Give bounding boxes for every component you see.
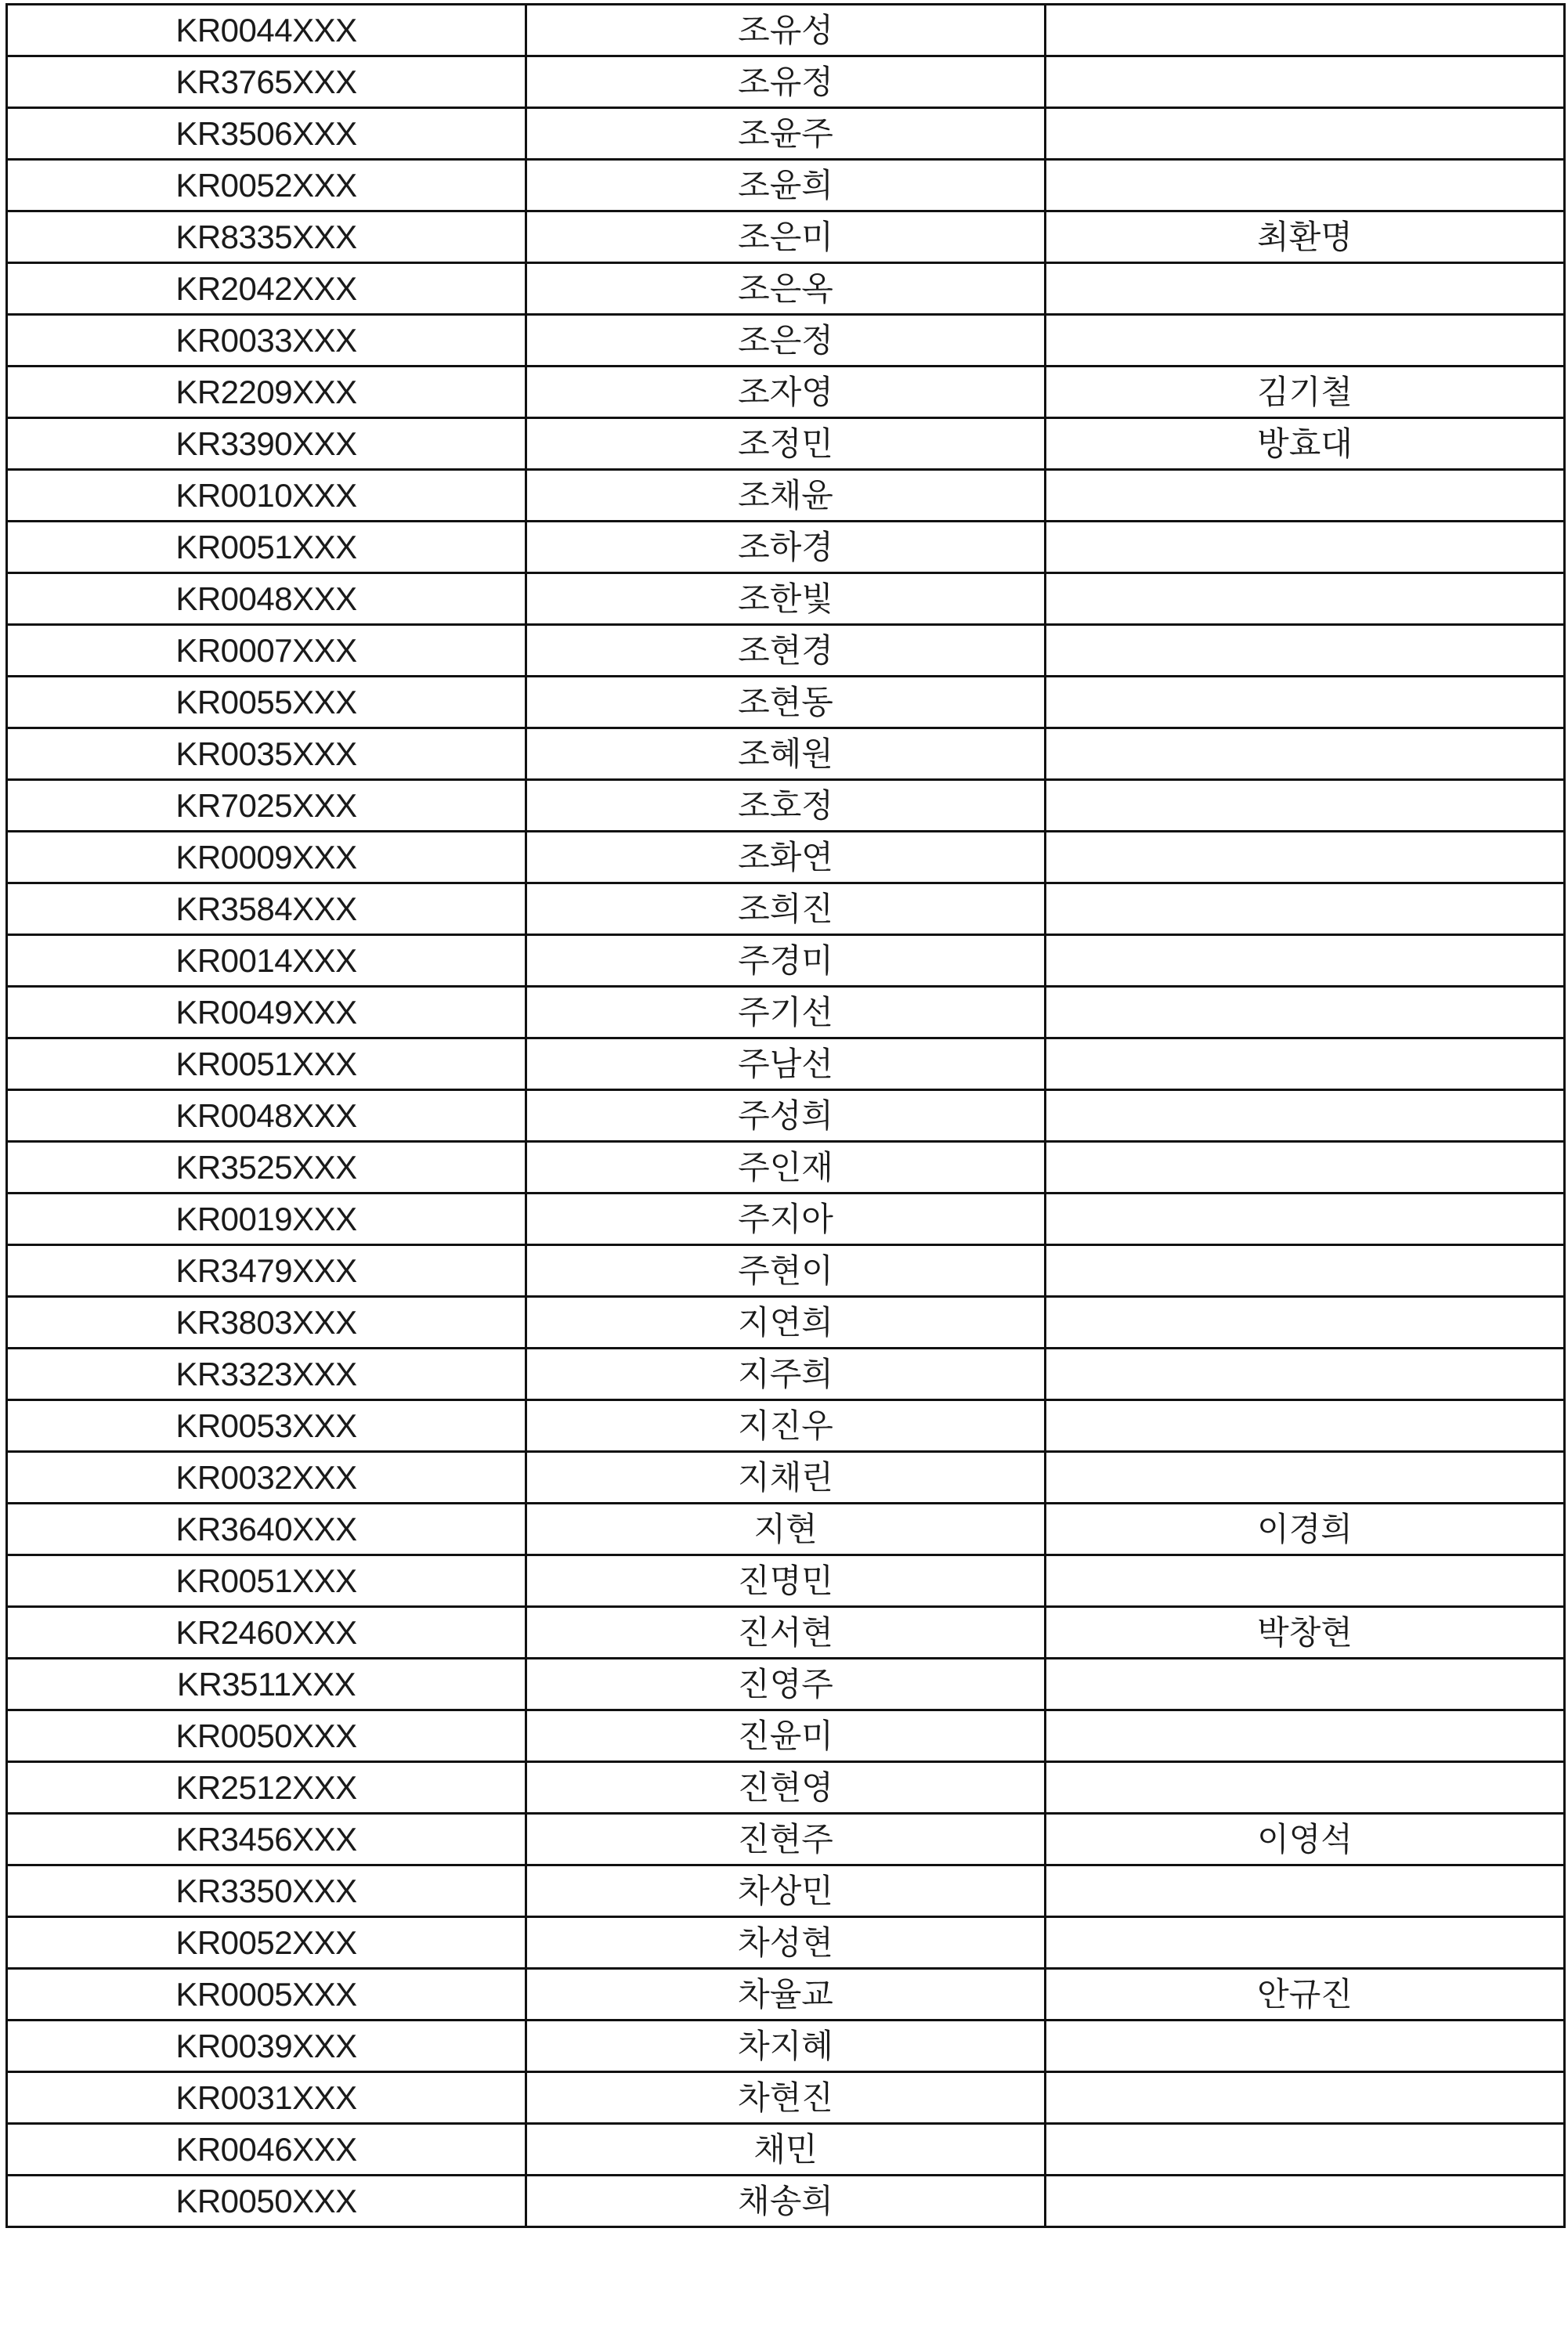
member-name-cell: 조하경: [526, 522, 1046, 573]
member-id-cell: KR0052XXX: [7, 160, 526, 211]
member-id-cell: KR3479XXX: [7, 1245, 526, 1297]
table-row: [7, 2176, 1565, 2227]
table-row: [7, 1607, 1565, 1659]
member-name-cell: 조은옥: [526, 263, 1046, 315]
note-name-cell: [1046, 522, 1565, 573]
member-id-cell: KR0007XXX: [7, 625, 526, 677]
member-id-cell: KR0051XXX: [7, 522, 526, 573]
table-row: [7, 2021, 1565, 2072]
table-row: [7, 728, 1565, 780]
member-name-cell: 조희진: [526, 883, 1046, 935]
member-id-cell: KR0044XXX: [7, 5, 526, 56]
member-name-cell: 차지혜: [526, 2021, 1046, 2072]
table-row: [7, 625, 1565, 677]
member-id-cell: KR0032XXX: [7, 1452, 526, 1504]
note-name-cell: [1046, 5, 1565, 56]
member-name-cell: 차율교: [526, 1969, 1046, 2021]
note-name-cell: [1046, 1762, 1565, 1814]
note-name-cell: [1046, 1865, 1565, 1917]
member-id-cell: KR0014XXX: [7, 935, 526, 987]
table-row: [7, 677, 1565, 728]
note-name-cell: [1046, 263, 1565, 315]
note-name-cell: [1046, 56, 1565, 108]
table-row: [7, 1762, 1565, 1814]
member-name-cell: 주남선: [526, 1038, 1046, 1090]
member-id-cell: KR2042XXX: [7, 263, 526, 315]
member-name-cell: 지연희: [526, 1297, 1046, 1349]
table-row: [7, 1969, 1565, 2021]
note-name-cell: [1046, 1349, 1565, 1400]
note-name-cell: 최환명: [1046, 211, 1565, 263]
table-row: [7, 56, 1565, 108]
note-name-cell: [1046, 832, 1565, 883]
table-row: [7, 1142, 1565, 1194]
member-name-cell: 진명민: [526, 1555, 1046, 1607]
note-name-cell: [1046, 2072, 1565, 2124]
member-name-cell: 지진우: [526, 1400, 1046, 1452]
member-id-cell: KR0035XXX: [7, 728, 526, 780]
note-name-cell: [1046, 1245, 1565, 1297]
note-name-cell: [1046, 160, 1565, 211]
note-name-cell: [1046, 935, 1565, 987]
member-name-cell: 진윤미: [526, 1710, 1046, 1762]
member-name-cell: 차현진: [526, 2072, 1046, 2124]
note-name-cell: 이경희: [1046, 1504, 1565, 1555]
table-row: [7, 263, 1565, 315]
table-row: [7, 1865, 1565, 1917]
note-name-cell: [1046, 1142, 1565, 1194]
table-row: [7, 1194, 1565, 1245]
member-id-cell: KR0031XXX: [7, 2072, 526, 2124]
member-name-cell: 조혜원: [526, 728, 1046, 780]
table-row: [7, 987, 1565, 1038]
note-name-cell: [1046, 108, 1565, 160]
member-name-cell: 조현동: [526, 677, 1046, 728]
table-row: [7, 1245, 1565, 1297]
note-name-cell: 김기철: [1046, 367, 1565, 418]
member-id-cell: KR0033XXX: [7, 315, 526, 367]
note-name-cell: [1046, 728, 1565, 780]
member-name-cell: 조유정: [526, 56, 1046, 108]
note-name-cell: [1046, 1659, 1565, 1710]
note-name-cell: [1046, 2176, 1565, 2227]
note-name-cell: [1046, 1038, 1565, 1090]
table-row: [7, 1917, 1565, 1969]
note-name-cell: [1046, 677, 1565, 728]
member-id-cell: KR0048XXX: [7, 1090, 526, 1142]
table-row: [7, 883, 1565, 935]
member-id-cell: KR3525XXX: [7, 1142, 526, 1194]
member-id-cell: KR2512XXX: [7, 1762, 526, 1814]
table-row: [7, 211, 1565, 263]
note-name-cell: [1046, 2021, 1565, 2072]
member-id-cell: KR0005XXX: [7, 1969, 526, 2021]
table-row: [7, 160, 1565, 211]
note-name-cell: [1046, 1297, 1565, 1349]
member-name-cell: 조윤주: [526, 108, 1046, 160]
member-id-cell: KR0052XXX: [7, 1917, 526, 1969]
member-name-cell: 조윤희: [526, 160, 1046, 211]
member-name-cell: 지주희: [526, 1349, 1046, 1400]
table-row: [7, 780, 1565, 832]
member-name-cell: 주지아: [526, 1194, 1046, 1245]
note-name-cell: [1046, 1452, 1565, 1504]
member-id-cell: KR8335XXX: [7, 211, 526, 263]
member-id-cell: KR3350XXX: [7, 1865, 526, 1917]
table-row: [7, 935, 1565, 987]
table-row: [7, 1710, 1565, 1762]
note-name-cell: [1046, 883, 1565, 935]
member-id-cell: KR3640XXX: [7, 1504, 526, 1555]
member-name-cell: 채민: [526, 2124, 1046, 2176]
member-id-cell: KR3765XXX: [7, 56, 526, 108]
table-row: [7, 1555, 1565, 1607]
table-row: [7, 5, 1565, 56]
member-name-cell: 조채윤: [526, 470, 1046, 522]
table-row: [7, 367, 1565, 418]
note-name-cell: [1046, 470, 1565, 522]
member-id-cell: KR0051XXX: [7, 1038, 526, 1090]
member-id-cell: KR0051XXX: [7, 1555, 526, 1607]
table-row: [7, 832, 1565, 883]
member-id-cell: KR0010XXX: [7, 470, 526, 522]
roster-sheet: [5, 3, 1563, 2228]
member-id-cell: KR3506XXX: [7, 108, 526, 160]
member-name-cell: 조유성: [526, 5, 1046, 56]
member-id-cell: KR2460XXX: [7, 1607, 526, 1659]
note-name-cell: 박창현: [1046, 1607, 1565, 1659]
table-row: [7, 108, 1565, 160]
member-id-cell: KR0048XXX: [7, 573, 526, 625]
member-name-cell: 조자영: [526, 367, 1046, 418]
member-name-cell: 지현: [526, 1504, 1046, 1555]
table-row: [7, 1400, 1565, 1452]
note-name-cell: [1046, 1194, 1565, 1245]
member-id-cell: KR3323XXX: [7, 1349, 526, 1400]
member-name-cell: 주성희: [526, 1090, 1046, 1142]
table-row: [7, 1452, 1565, 1504]
member-id-cell: KR3584XXX: [7, 883, 526, 935]
member-name-cell: 조현경: [526, 625, 1046, 677]
table-row: [7, 1349, 1565, 1400]
table-row: [7, 2124, 1565, 2176]
note-name-cell: [1046, 1090, 1565, 1142]
member-id-cell: KR3803XXX: [7, 1297, 526, 1349]
table-row: [7, 2072, 1565, 2124]
member-name-cell: 진영주: [526, 1659, 1046, 1710]
member-name-cell: 조은정: [526, 315, 1046, 367]
member-id-cell: KR3511XXX: [7, 1659, 526, 1710]
member-name-cell: 진현주: [526, 1814, 1046, 1865]
member-name-cell: 채송희: [526, 2176, 1046, 2227]
table-row: [7, 1297, 1565, 1349]
member-name-cell: 차성현: [526, 1917, 1046, 1969]
table-row: [7, 315, 1565, 367]
note-name-cell: [1046, 987, 1565, 1038]
note-name-cell: [1046, 780, 1565, 832]
member-id-cell: KR3390XXX: [7, 418, 526, 470]
note-name-cell: 이영석: [1046, 1814, 1565, 1865]
note-name-cell: [1046, 573, 1565, 625]
note-name-cell: [1046, 1555, 1565, 1607]
note-name-cell: 방효대: [1046, 418, 1565, 470]
table-row: [7, 522, 1565, 573]
member-name-cell: 지채린: [526, 1452, 1046, 1504]
member-id-cell: KR7025XXX: [7, 780, 526, 832]
table-row: [7, 1038, 1565, 1090]
note-name-cell: [1046, 1917, 1565, 1969]
member-name-cell: 조호정: [526, 780, 1046, 832]
member-id-cell: KR0050XXX: [7, 1710, 526, 1762]
member-id-cell: KR0009XXX: [7, 832, 526, 883]
member-name-cell: 차상민: [526, 1865, 1046, 1917]
table-row: [7, 470, 1565, 522]
member-id-cell: KR0039XXX: [7, 2021, 526, 2072]
member-name-cell: 주경미: [526, 935, 1046, 987]
member-name-cell: 조화연: [526, 832, 1046, 883]
member-id-cell: KR0046XXX: [7, 2124, 526, 2176]
table-row: [7, 573, 1565, 625]
member-name-cell: 주현이: [526, 1245, 1046, 1297]
member-id-cell: KR0049XXX: [7, 987, 526, 1038]
note-name-cell: [1046, 1400, 1565, 1452]
member-id-cell: KR0053XXX: [7, 1400, 526, 1452]
member-name-cell: 주기선: [526, 987, 1046, 1038]
member-name-cell: 조한빛: [526, 573, 1046, 625]
table-row: [7, 418, 1565, 470]
member-name-cell: 진서현: [526, 1607, 1046, 1659]
table-row: [7, 1659, 1565, 1710]
member-id-cell: KR0055XXX: [7, 677, 526, 728]
member-id-cell: KR3456XXX: [7, 1814, 526, 1865]
member-name-cell: 조은미: [526, 211, 1046, 263]
note-name-cell: [1046, 625, 1565, 677]
note-name-cell: [1046, 315, 1565, 367]
table-row: [7, 1090, 1565, 1142]
note-name-cell: [1046, 1710, 1565, 1762]
member-id-cell: KR0019XXX: [7, 1194, 526, 1245]
table-row: [7, 1814, 1565, 1865]
note-name-cell: 안규진: [1046, 1969, 1565, 2021]
note-name-cell: [1046, 2124, 1565, 2176]
member-id-cell: KR0050XXX: [7, 2176, 526, 2227]
member-id-cell: KR2209XXX: [7, 367, 526, 418]
member-name-cell: 진현영: [526, 1762, 1046, 1814]
table-row: [7, 1504, 1565, 1555]
roster-table-body: [7, 5, 1565, 2227]
member-name-cell: 조정민: [526, 418, 1046, 470]
roster-table: [5, 3, 1566, 2228]
member-name-cell: 주인재: [526, 1142, 1046, 1194]
